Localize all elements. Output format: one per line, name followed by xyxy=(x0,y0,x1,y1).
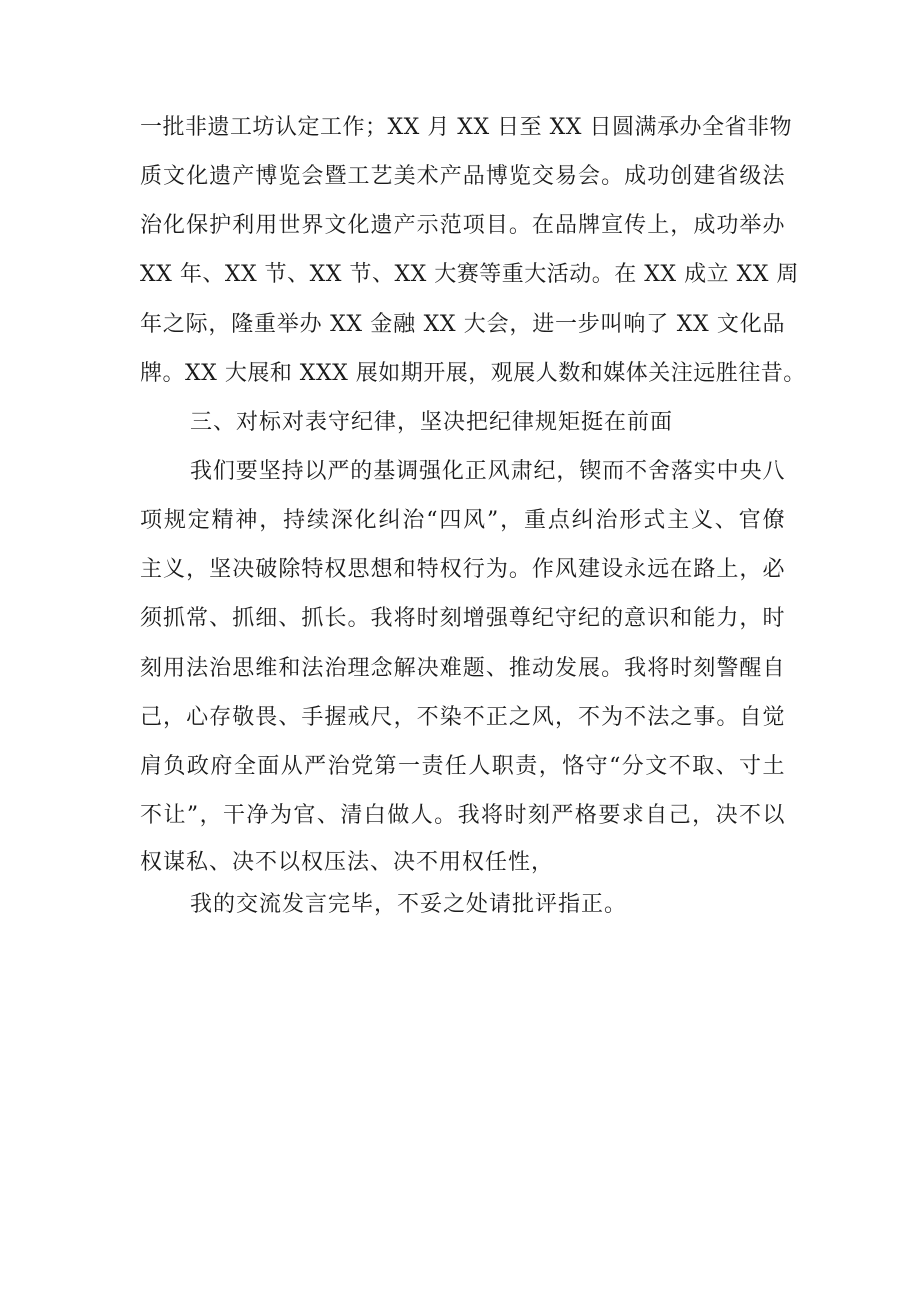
paragraph-line: XX 年、XX 节、XX 节、XX 大赛等重大活动。在 XX 成立 XX 周 xyxy=(140,262,799,287)
paragraph-line: 年之际，隆重举办 XX 金融 XX 大会，进一步叫响了 XX 文化品 xyxy=(140,312,785,337)
paragraph-line: 刻用法治思维和法治理念解决难题、推动发展。我将时刻警醒自 xyxy=(140,656,785,681)
section-heading: 三、对标对表守纪律，坚决把纪律规矩挺在前面 xyxy=(190,410,674,435)
closing-remark: 我的交流发言完毕，不妥之处请批评指正。 xyxy=(190,892,628,917)
paragraph-line: 主义，坚决破除特权思想和特权行为。作风建设永远在路上，必 xyxy=(140,557,785,582)
paragraph-line: 一批非遗工坊认定工作；XX 月 XX 日至 XX 日圆满承办全省非物 xyxy=(140,115,792,140)
paragraph-line: 须抓常、抓细、抓长。我将时刻增强尊纪守纪的意识和能力，时 xyxy=(140,606,785,631)
paragraph-line: 牌。XX 大展和 XXX 展如期开展，观展人数和媒体关注远胜往昔。 xyxy=(140,361,806,386)
paragraph-line: 质文化遗产博览会暨工艺美术产品博览交易会。成功创建省级法 xyxy=(140,164,785,189)
paragraph-line: 治化保护利用世界文化遗产示范项目。在品牌宣传上，成功举办 xyxy=(140,213,785,238)
paragraph-line: 己，心存敬畏、手握戒尺，不染不正之风，不为不法之事。自觉 xyxy=(140,705,785,730)
paragraph-line: 肩负政府全面从严治党第一责任人职责，恪守“分文不取、寸土 xyxy=(140,754,785,779)
paragraph-line: 我们要坚持以严的基调强化正风肃纪，锲而不舍落实中央八 xyxy=(190,459,785,484)
paragraph-line: 权谋私、决不以权压法、决不用权任性， xyxy=(140,850,555,875)
paragraph-line: 项规定精神，持续深化纠治“四风”，重点纠治形式主义、官僚 xyxy=(140,508,785,533)
paragraph-line: 不让”，干净为官、清白做人。我将时刻严格要求自己，决不以 xyxy=(140,803,785,828)
